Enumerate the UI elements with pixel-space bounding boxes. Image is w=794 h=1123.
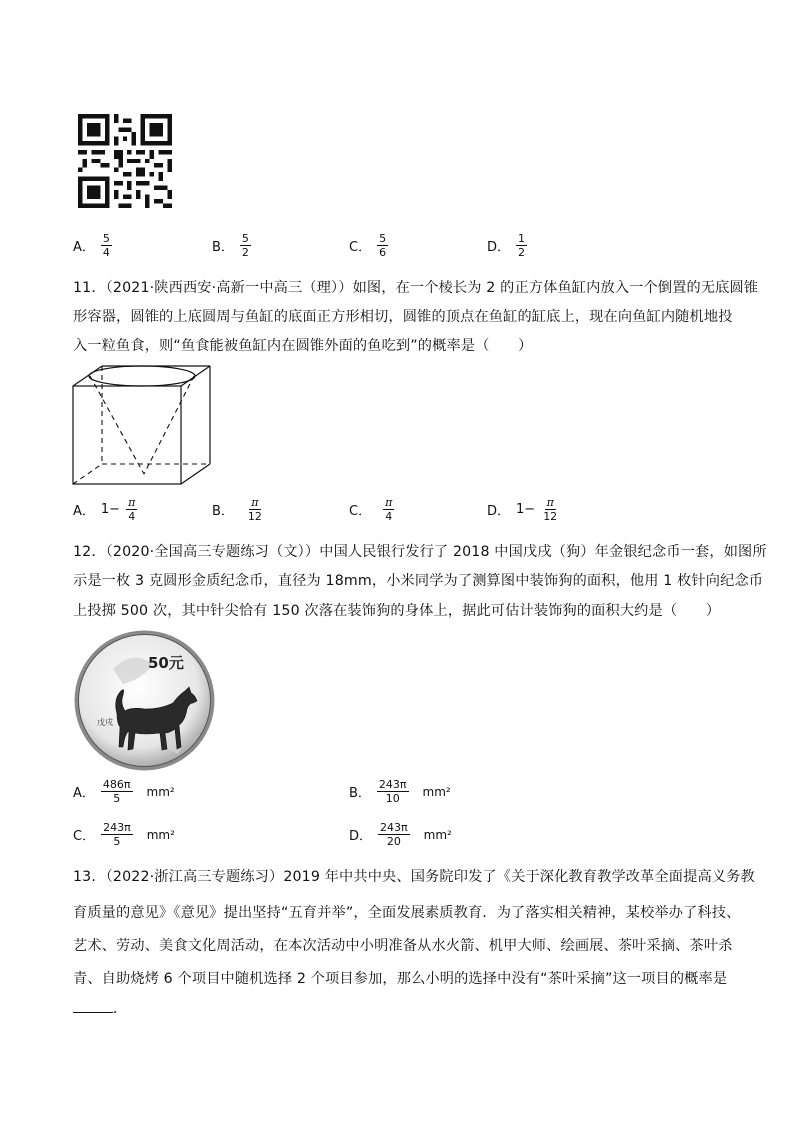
fraction: $\frac{\pi}{4}$ xyxy=(385,496,393,523)
option-prefix: 1− xyxy=(100,502,121,517)
fraction: $\frac{5}{6}$ xyxy=(379,232,387,259)
coin-image xyxy=(73,629,216,772)
q13-text-line-2: 育质量的意见》《意见》提出坚持“五育并举”，全面发展素质教育．为了落实相关精神，某校举办了科技、 xyxy=(73,905,741,921)
qr-code-image xyxy=(78,114,172,208)
q13-text-line-4: 青、自助烧烤 6 个项目中随机选择 2 个项目参加，那么小明的选择中没有“茶叶采摘”这一项目的概率是 xyxy=(73,971,728,987)
q13-answer-line xyxy=(73,998,127,1018)
fraction: $\frac{\pi}{12}$ xyxy=(543,496,558,523)
q12-option-b[interactable] xyxy=(349,778,451,805)
q10-option-b[interactable] xyxy=(212,232,251,259)
option-label: B． xyxy=(212,240,234,255)
option-label: D． xyxy=(487,504,511,519)
q13-text-line-3: 艺术、劳动、美食文化周活动，在本次活动中小明准备从水火箭、机甲大师、绘画展、茶叶采摘、茶叶杀 xyxy=(73,938,733,954)
q10-option-d[interactable] xyxy=(487,232,527,259)
fraction: $\frac{\pi}{12}$ xyxy=(247,496,262,523)
fraction: $\frac{243\pi}{20}$ xyxy=(380,821,408,848)
fraction: $\frac{243\pi}{10}$ xyxy=(378,778,407,805)
q11-option-a[interactable] xyxy=(73,496,137,523)
q11-option-d[interactable] xyxy=(487,496,559,523)
q12-text-line-3: 上投掷 500 次，其中针尖恰有 150 次落在装饰狗的身体上，据此可估计装饰狗的面积大约是（ ） xyxy=(73,603,721,619)
q11-text-line-2: 形容器，圆锥的上底圆周与鱼缸的底面正方形相切，圆锥的顶点在鱼缸的缸底上，现在向鱼缸内随机地投 xyxy=(73,309,733,325)
option-label: D． xyxy=(349,829,373,844)
option-label: A． xyxy=(73,504,95,519)
fraction: $\frac{\pi}{4}$ xyxy=(128,496,136,523)
q12-option-a[interactable] xyxy=(73,778,175,805)
q12-option-c[interactable] xyxy=(73,821,175,848)
q10-option-c[interactable] xyxy=(349,232,388,259)
fraction: $\frac{5}{2}$ xyxy=(241,232,249,259)
cube-cone-figure xyxy=(72,364,214,486)
option-label: C． xyxy=(349,240,372,255)
option-label: B． xyxy=(212,504,234,519)
fraction: $\frac{243\pi}{5}$ xyxy=(103,821,131,848)
option-label: D． xyxy=(487,240,511,255)
option-label: A． xyxy=(73,786,95,801)
option-label: B． xyxy=(349,786,371,801)
coin-value-text: 50元 xyxy=(148,654,184,672)
unit-label: mm² xyxy=(423,827,452,842)
fraction: $\frac{1}{2}$ xyxy=(518,232,526,259)
option-label: C． xyxy=(349,504,372,519)
q11-option-c[interactable] xyxy=(349,496,394,523)
answer-tail: ． xyxy=(113,1001,128,1017)
coin-inscription-text: 戊戌 xyxy=(97,718,113,727)
q13-text-line-1: 13．（2022·浙江高三专题练习）2019 年中共中央、国务院印发了《关于深化教育教学改革全面提高义务教 xyxy=(73,869,755,885)
q12-text-line-2: 示是一枚 3 克圆形金质纪念币，直径为 18mm，小米同学为了测算图中装饰狗的面积，他用 1 枚针向纪念币 xyxy=(73,573,764,589)
option-label: A． xyxy=(73,240,95,255)
unit-label: mm² xyxy=(422,784,451,799)
q12-option-d[interactable] xyxy=(349,821,452,848)
unit-label: mm² xyxy=(146,827,175,842)
fraction: $\frac{486\pi}{5}$ xyxy=(102,778,131,805)
q12-text-line-1: 12．（2020·全国高三专题练习（文））中国人民银行发行了 2018 中国戊戌（狗）年金银纪念币一套，如图所 xyxy=(73,544,767,560)
q11-text-line-3: 入一粒鱼食，则“鱼食能被鱼缸内在圆锥外面的鱼吃到”的概率是（ ） xyxy=(73,338,533,354)
option-prefix: 1− xyxy=(516,502,536,517)
unit-label: mm² xyxy=(146,784,175,799)
fraction: $\frac{5}{4}$ xyxy=(102,232,110,259)
answer-blank[interactable] xyxy=(73,1002,113,1013)
q11-option-b[interactable] xyxy=(212,496,264,523)
q11-text-line-1: 11．（2021·陕西西安·高新一中高三（理））如图，在一个棱长为 2 的正方体鱼缸内放入一个倒置的无底圆锥 xyxy=(73,280,759,296)
option-label: C． xyxy=(73,829,96,844)
q10-option-a[interactable] xyxy=(73,232,112,259)
